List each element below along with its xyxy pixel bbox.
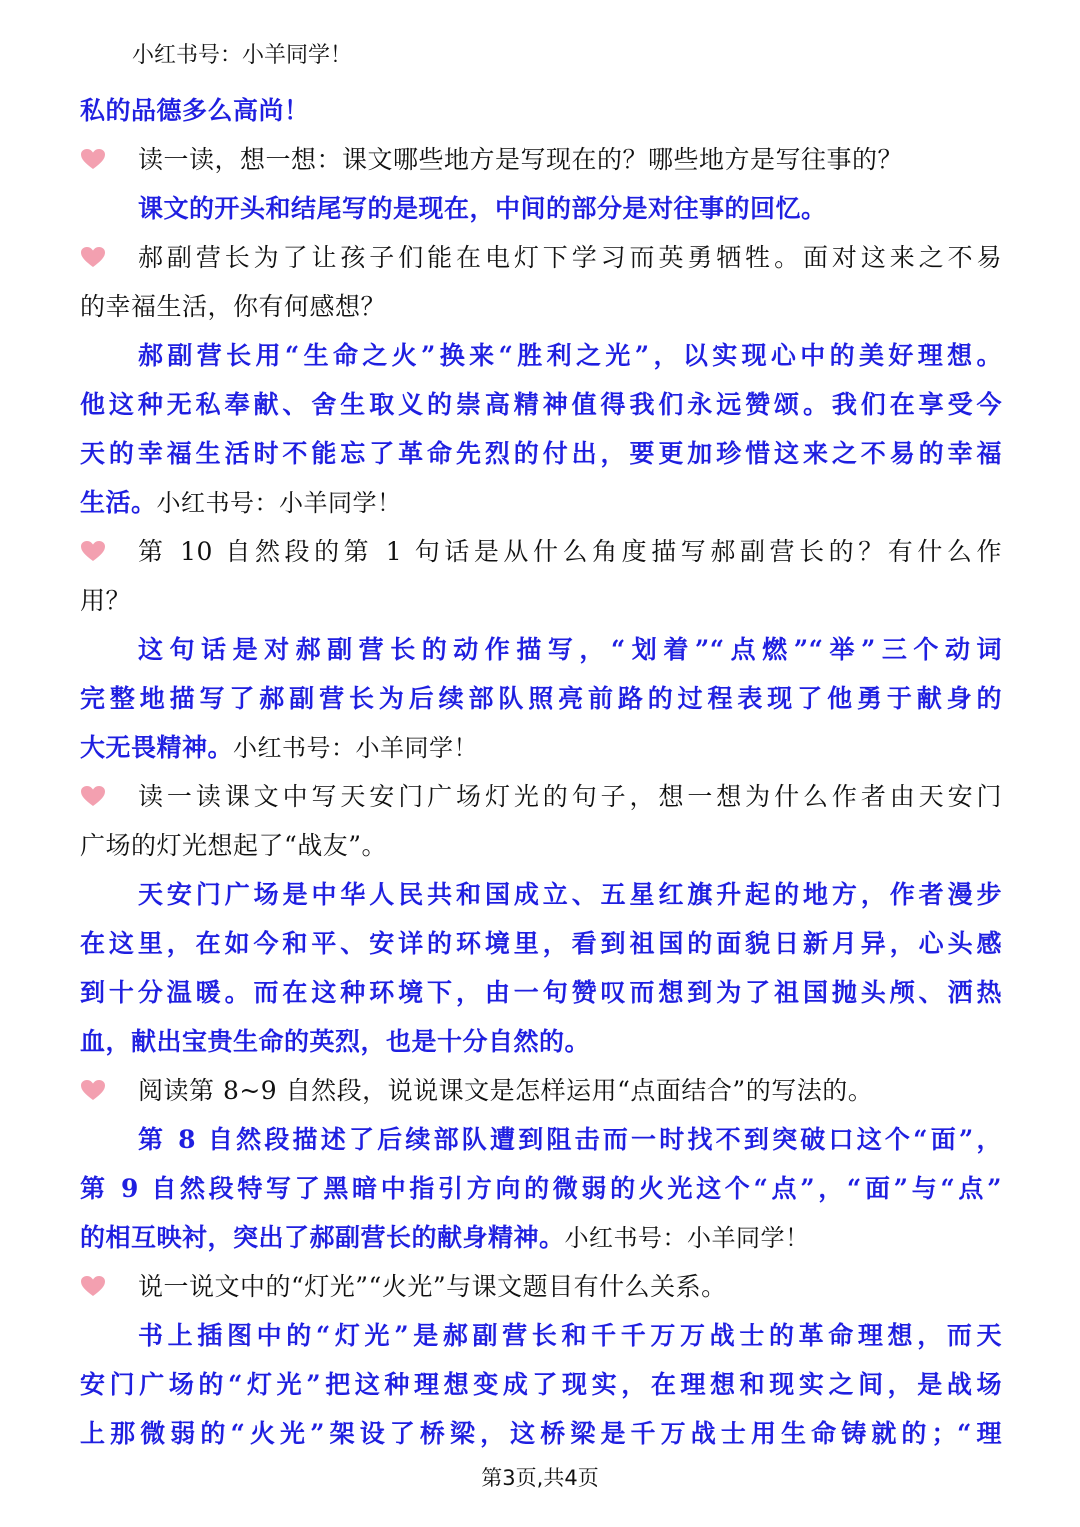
question-3-line-1: 第 10 自然段的第 1 句话是从什么角度描写郝副营长的？有什么作 [138, 537, 1002, 566]
answer-1-line-1: 课文的开头和结尾写的是现在，中间的部分是对往事的回忆。 [138, 194, 827, 223]
answer-5-line-3-text: 的相互映衬，突出了郝副营长的献身精神。 [80, 1223, 565, 1252]
heart-icon [80, 785, 106, 807]
answer-4-line-3: 到十分温暖。而在这种环境下，由一句赞叹而想到为了祖国抛头颅、洒热 [80, 978, 1002, 1007]
heart-icon [80, 540, 106, 562]
question-1 [80, 135, 1002, 184]
answer-4-line-4: 血，献出宝贵生命的英烈，也是十分自然的。 [80, 1027, 591, 1056]
header-note: 小红书号：小羊同学！ [132, 43, 353, 68]
question-4-line-1: 读一读课文中写天安门广场灯光的句子，想一想为什么作者由天安门 [138, 782, 1002, 811]
heart-icon [80, 1079, 106, 1101]
answer-3-line-3 [80, 723, 1002, 772]
heart-icon [80, 246, 106, 268]
intro-line: 私的品德多么高尚！ [80, 96, 310, 125]
question-2-line-2: 的幸福生活，你有何感想？ [80, 292, 387, 321]
answer-2-line-4-text: 生活。 [80, 488, 157, 517]
document-body [80, 86, 1002, 1458]
question-5-text: 阅读第 8~9 自然段，说说课文是怎样运用“点面结合”的写法的。 [138, 1076, 874, 1105]
heart-icon [80, 148, 106, 170]
question-3-line-2: 用？ [80, 586, 132, 615]
answer-6-line-1: 书上插图中的“灯光”是郝副营长和千千万万战士的革命理想，而天 [138, 1321, 1002, 1350]
answer-3-line-3-text: 大无畏精神。 [80, 733, 234, 762]
question-5 [80, 1066, 1002, 1115]
answer-4-line-1: 天安门广场是中华人民共和国成立、五星红旗升起的地方，作者漫步 [138, 880, 1002, 909]
watermark-note: 小红书号：小羊同学！ [233, 734, 479, 762]
question-1-text: 读一读，想一想：课文哪些地方是写现在的？哪些地方是写往事的？ [138, 145, 904, 174]
question-2 [80, 233, 1002, 282]
question-4 [80, 772, 1002, 821]
answer-3-line-2: 完整地描写了郝副营长为后续部队照亮前路的过程表现了他勇于献身的 [80, 684, 1002, 713]
heart-icon [80, 1275, 106, 1297]
answer-5-line-1: 第 8 自然段描述了后续部队遭到阻击而一时找不到突破口这个“面”， [138, 1125, 1002, 1154]
question-3 [80, 527, 1002, 576]
answer-5-line-3 [80, 1213, 1002, 1262]
answer-6-line-3: 上那微弱的“火光”架设了桥梁，这桥梁是千万战士用生命铸就的；“理 [80, 1419, 1002, 1448]
question-2-line-1: 郝副营长为了让孩子们能在电灯下学习而英勇牺牲。面对这来之不易 [138, 243, 1002, 272]
answer-2-line-1: 郝副营长用“生命之火”换来“胜利之光”，以实现心中的美好理想。 [138, 341, 1002, 370]
answer-2-line-2: 他这种无私奉献、舍生取义的崇高精神值得我们永远赞颂。我们在享受今 [80, 390, 1002, 419]
answer-6-line-2: 安门广场的“灯光”把这种理想变成了现实，在理想和现实之间，是战场 [80, 1370, 1002, 1399]
answer-2-line-3: 天的幸福生活时不能忘了革命先烈的付出，要更加珍惜这来之不易的幸福 [80, 439, 1002, 468]
question-4-line-2: 广场的灯光想起了“战友”。 [80, 831, 388, 860]
question-6-text: 说一说文中的“灯光”“火光”与课文题目有什么关系。 [138, 1272, 727, 1301]
answer-3-line-1: 这句话是对郝副营长的动作描写，“划着”“点燃”“举”三个动词 [138, 635, 1002, 664]
page-number-footer: 第3页,共4页 [481, 1466, 599, 1490]
watermark-note: 小红书号：小羊同学！ [156, 489, 402, 517]
watermark-note: 小红书号：小羊同学！ [564, 1224, 810, 1252]
question-6 [80, 1262, 1002, 1311]
answer-5-line-2: 第 9 自然段特写了黑暗中指引方向的微弱的火光这个“点”，“面”与“点” [80, 1174, 1002, 1203]
answer-4-line-2: 在这里，在如今和平、安详的环境里，看到祖国的面貌日新月异，心头感 [80, 929, 1002, 958]
answer-2-line-4 [80, 478, 1002, 527]
